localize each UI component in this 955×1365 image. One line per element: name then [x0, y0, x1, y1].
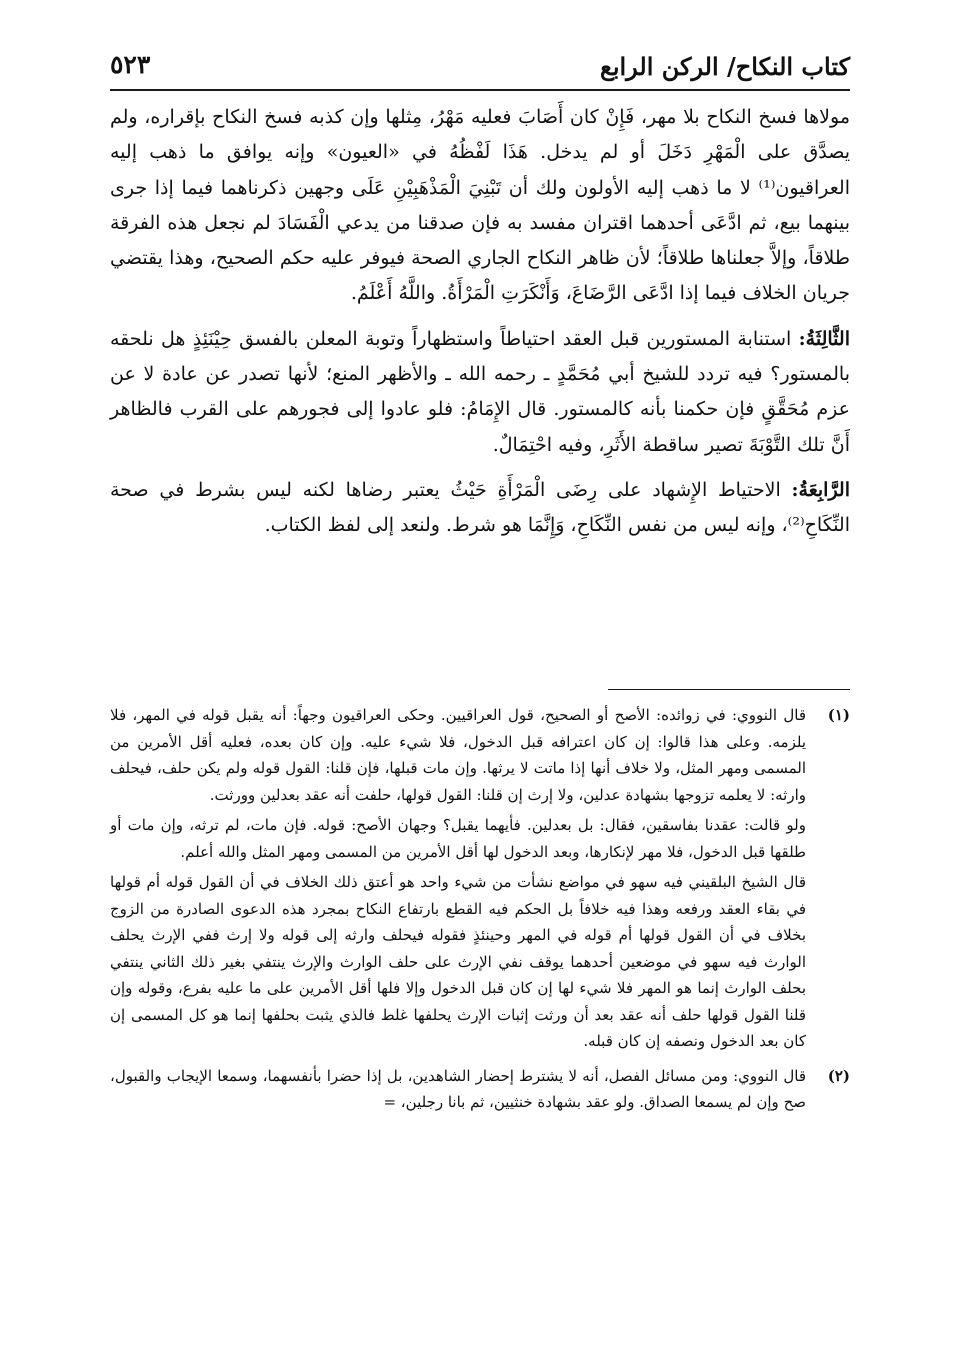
- footnote-1-paragraph: ولو قالت: عقدنا بفاسقين، فقال: بل بعدلين. فأيهما يقبل؟ وجهان الأصح: قوله. فإن مات، لم ترثه، وإن مات أو طلقها قبل الدخول، فلا مهر لإنكارها، وبعد الدخول لها أقل الأمرين من المسمى ومهر المثل والله أعلم.: [110, 816, 806, 861]
- paragraph-2-text: استنابة المستورين قبل العقد احتياطاً واستظهاراً وتوبة المعلن بالفسق حِيْنَئِذٍ هل نلحقه بالمستور؟ فيه تردد للشيخ أبي مُحَمَّدٍ ـ رحمه الله ـ والأظهر المنع؛ لأنها تصدر عن عادة لا عن عزم مُحَقَّقٍ فإن حكمنا بأنه كالمستور. قال الإِمَامُ: فلو عادوا إلى فجورهم على القرب فالظاهر أَنَّ تلك التَّوْبَةَ تصير ساقطة الأَثَرِ، وفيه احْتِمَالٌ.: [110, 327, 850, 456]
- footnote-1-body: [110, 702, 806, 1059]
- paragraph-2: [110, 322, 850, 463]
- paragraph-3-heading: الرَّابِعَةُ:: [791, 478, 850, 501]
- footnotes: [110, 702, 850, 1124]
- footnote-1-number: (١): [827, 706, 850, 724]
- paragraph-3: [110, 473, 850, 544]
- header-title: كتاب النكاح/ الركن الرابع: [600, 52, 850, 81]
- footnote-2-paragraph: قال النووي: ومن مسائل الفصل، أنه لا يشترط إحضار الشاهدين، بل إذا حضرا بأنفسهما، وسمعا الإيجاب والقبول، صح وإن لم يسمعا الصداق. ولو عقد بشهادة خنثيين، ثم بانا رجلين، =: [110, 1066, 806, 1111]
- footnote-divider: [608, 689, 850, 690]
- footnote-2: [110, 1063, 850, 1120]
- footnote-2-number: (٢): [827, 1066, 850, 1085]
- footnote-1-paragraph: قال النووي: في زوائده: الأصح أو الصحيح، قول العراقيين. وحكى العراقيون وجهاً: أنه يقبل قوله في المهر، فلا يلزمه. وعلى هذا قالوا: إن كان اعترافه قبل الدخول، فلا شيء عليه. وإن كان بعده، فعليه أقل الأمرين من المسمى ومهر المثل، ولا خلاف أنها إذا ماتت لا يرثها. وإن مات قبلها، فإن قلنا: القول قوله ولم يكن حلف، فيحلف وارثه: لا يعلمه تزوجها بشهادة عدلين، ولا إرث إن قلنا: القول قولها، حلفت أنه عقد بعدلين وورثت.: [110, 706, 806, 804]
- paragraph-2-heading: الثَّالِثَةُ:: [798, 327, 850, 350]
- header-divider: [110, 89, 850, 91]
- footnote-2-body: [110, 1063, 806, 1120]
- running-header: [110, 44, 850, 88]
- paragraph-1: مولاها فسخ النكاح بلا مهر، فَإِنْ كان أَصَابَ فعليه مَهْرُ، مِثلها وإن كذبه فسخ النكاح بإقراره، ولم يصدَّق على الْمَهْرِ دَخَلَ أو لم يدخل. هَذَا لَفْظُهُ في «العيون» وإنه يوافق ما ذهب إليه العراقيون⁽¹⁾ لا ما ذهب إليه الأولون ولك أن تَبْنِيَ الْمَذْهَبِيْنِ عَلَى وجهين ذكرناهما فيما إذا جرى بينهما بيع، ثم ادَّعَى أحدهما اقتران مفسد به فإن صدقنا من يدعي الْفَسَادَ لم نجعل هذه الفرقة طلاقاً، وإلاَّ جعلناها طلاقاً؛ لأن ظاهر النكاح الجاري الصحة فيوفر عليه حكم الصحيح، وهذا يقتضي جريان الخلاف فيما إذا ادَّعَى الرَّضَاعَ، وَأَنْكَرَتِ الْمَرْأَةُ. واللَّهُ أَعْلَمُ.: [110, 106, 850, 305]
- paragraph-3-text: الاحتياط الإِشهاد على رِضَى الْمَرْأَةِ حَيْثُ يعتبر رضاها لكنه ليس بشرط في صحة النِّكَاحِ⁽²⁾، وإنه ليس من نفس النِّكَاحِ، وَإِنَّمَا هو شرط. ولنعد إلى لفظ الكتاب.: [110, 478, 850, 537]
- main-text: [110, 100, 850, 554]
- page-number: ٥٢٣: [110, 50, 151, 79]
- footnote-1-paragraph: قال الشيخ البلقيني فيه سهو في مواضع نشأت من شيء واحد هو أعتق ذلك الخلاف في أن القول قوله أم قولها في بقاء العقد ورفعه وهذا فيه خلافاً بل الحكم فيه القطع بارتفاع النكاح بمجرد هذه الدعوى الصادرة من الزوج بخلاف في أن القول قولها أم قوله في المهر وحينئذٍ فقوله فيحلف وارثه إلى قوله ولا إرث ففي الإرث يحلف الوارث فيه سهو في موضعين أحدهما يوقف نفي الإرث على حلف الوارث والإرث ينتفي بغير ذلك الثاني ينتفي بحلف الوارث إنما هو المهر فلا شيء لها إن كان قبل الدخول وإلا فلها أقل الأمرين على ما عليه بفرع، وقوله وإن قلنا القول قولها حلف أنه عقد بعد أن ورثت إثبات الإرث يحلفها غلط فالذي يثبت بحلفها إنما هو كل المسمى إن كان بعد الدخول ونصفه إن كان قبله.: [110, 873, 806, 1050]
- footnote-1: [110, 702, 850, 1059]
